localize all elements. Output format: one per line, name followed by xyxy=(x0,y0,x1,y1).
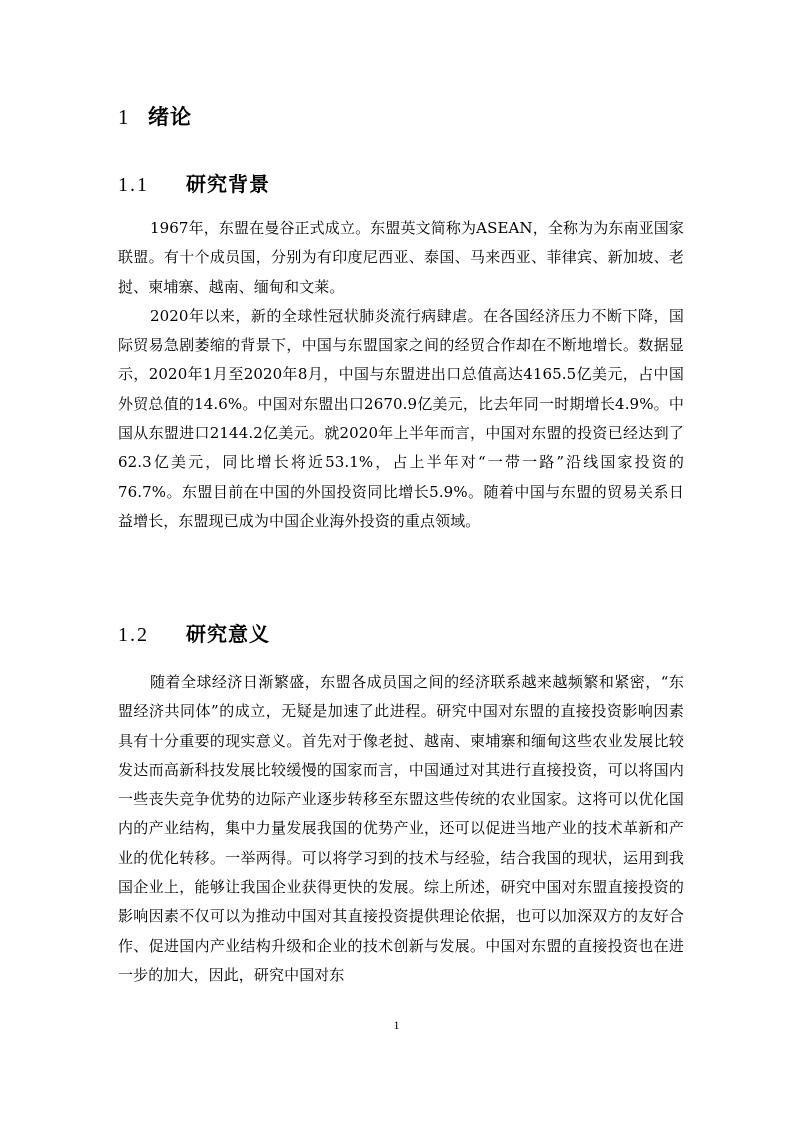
section-title: 研究意义 xyxy=(186,622,270,646)
section-title: 研究背景 xyxy=(186,172,270,196)
paragraph: 2020年以来，新的全球性冠状肺炎流行病肆虐。在各国经济压力不断下降，国际贸易急剧萎缩的背景下，中国与东盟国家之间的经贸合作却在不断地增长。数据显示，2020年1月至2020年8月，中国与东盟进出口总值高达4165.5亿美元，占中国外贸总值的14.6%。中国对东盟出口2670.9亿美元，比去年同一时期增长4.9%。中国从东盟进口2144.2亿美元。就2020年上半年而言，中国对东盟的投资已经达到了62.3亿美元，同比增长将近53.1%，占上半年对“一带一路”沿线国家投资的76.7%。东盟目前在中国的外国投资同比增长5.9%。随着中国与东盟的贸易关系日益增长，东盟现已成为中国企业海外投资的重点领域。 xyxy=(118,306,684,530)
paragraph: 1967年，东盟在曼谷正式成立。东盟英文简称为ASEAN，全称为为东南亚国家联盟。有十个成员国，分别为有印度尼西亚、泰国、马来西亚、菲律宾、新加坡、老挝、柬埔寨、越南、缅甸和文莱。 xyxy=(118,219,684,296)
section-body-background xyxy=(118,214,684,536)
chapter-title: 绪论 xyxy=(148,105,192,129)
chapter-number: 1 xyxy=(118,105,129,129)
section-heading-background xyxy=(118,168,270,201)
section-body-significance xyxy=(118,668,684,990)
chapter-heading xyxy=(118,101,192,133)
section-number: 1.1 xyxy=(118,174,149,196)
page-number: 1 xyxy=(393,1018,400,1032)
section-heading-significance xyxy=(118,618,270,651)
paragraph: 随着全球经济日渐繁盛，东盟各成员国之间的经济联系越来越频繁和紧密，“东盟经济共同体”的成立，无疑是加速了此进程。研究中国对东盟的直接投资影响因素具有十分重要的现实意义。首先对于像老挝、越南、柬埔寨和缅甸这些农业发展比较发达而高新科技发展比较缓慢的国家而言，中国通过对其进行直接投资，可以将国内一些丧失竞争优势的边际产业逐步转移至东盟这些传统的农业国家。这将可以优化国内的产业结构，集中力量发展我国的优势产业，还可以促进当地产业的技术革新和产业的优化转移。一举两得。可以将学习到的技术与经验，结合我国的现状，运用到我国企业上，能够让我国企业获得更快的发展。综上所述，研究中国对东盟直接投资的影响因素不仅可以为推动中国对其直接投资提供理论依据，也可以加深双方的友好合作、促进国内产业结构升级和企业的技术创新与发展。中国对东盟的直接投资也在进一步的加大，因此，研究中国对东 xyxy=(118,673,684,984)
section-number: 1.2 xyxy=(118,624,149,646)
